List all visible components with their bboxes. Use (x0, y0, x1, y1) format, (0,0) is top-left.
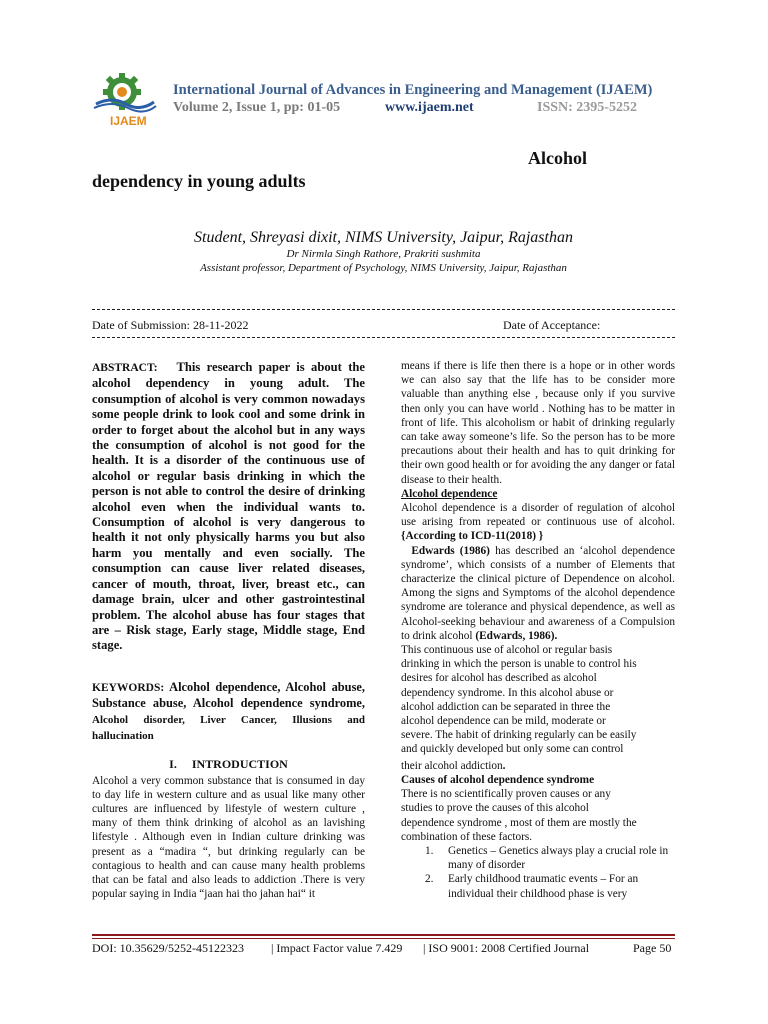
journal-url[interactable]: www.ijaem.net (385, 100, 474, 115)
continuous-line: This continuous use of alcohol or regular basis (401, 644, 613, 657)
alcohol-dependence-def (401, 501, 675, 544)
edwards-para (401, 544, 675, 643)
list-number: 2. (425, 873, 434, 886)
footer-iso: | ISO 9001: 2008 Certified Journal (423, 941, 590, 955)
dep-text: Alcohol dependence is a disorder of regulation of alcohol use arising from repeated or continuous use of alcohol. (401, 502, 675, 529)
continuous-use-para (401, 643, 675, 773)
paper-title-part2: dependency in young adults (92, 171, 306, 191)
date-of-acceptance: Date of Acceptance: (503, 318, 601, 332)
volume-info: Volume 2, Issue 1, pp: 01-05 (173, 100, 341, 115)
edwards-name: Edwards (1986) (411, 544, 490, 557)
list-text: Early childhood traumatic events – For an individual their childhood phase is very (448, 873, 639, 900)
causes-list (401, 844, 675, 901)
keywords (92, 680, 365, 745)
journal-logo (90, 70, 160, 128)
continuous-line: severe. The habit of drinking regularly can be easily (401, 729, 637, 742)
keywords-label: KEYWORDS: (92, 681, 165, 694)
author-main: Student, Shreyasi dixit, NIMS University, Jaipur, Rajasthan (194, 229, 573, 246)
footer-page-number: Page 50 (633, 941, 672, 955)
abstract (92, 360, 365, 654)
journal-meta (173, 100, 637, 116)
author-second: Dr Nirmla Singh Rathore, Prakriti sushmita (286, 248, 481, 260)
list-text: Genetics – Genetics always play a crucial role in many of disorder (448, 844, 669, 872)
causes-line: studies to prove the causes of this alcohol (401, 802, 589, 815)
continuous-line-last: their alcohol addiction. (401, 759, 506, 772)
introduction-heading: I. INTRODUCTION (169, 757, 288, 772)
continuous-line: drinking in which the person is unable to control his (401, 658, 637, 671)
logo-text: IJAEM (110, 114, 147, 128)
icd-citation: {According to ICD-11(2018) } (401, 530, 544, 543)
abstract-text: This research paper is about the alcohol dependency in young adult. The consumption of alcohol is very common nowadays some people drink to look cool and some drink in order to forget about the alcohol but in any ways the consumption of alcohol is not good for the health. It is a disorder of the continuous use of alcohol or regular basis drinking in which the person is not able to control the desire of drinking alcohol even when the individual wants to. Consumption of alcohol is very dangerous to health it not only physically harms you but also harm you mentally and even socially. The consumption can cause liver related diseases, cancer of mouth, throat, liver, breast etc., can damage brain, ulcer and other gastrointestinal problem. The alcohol abuse has four stages that are – Risk stage, Early stage, Middle stage, End stage. (92, 360, 366, 653)
causes-line: There is no scientifically proven causes or any (401, 788, 611, 801)
abstract-label: ABSTRACT: (92, 362, 158, 374)
causes-heading: Causes of alcohol dependence syndrome (401, 773, 595, 786)
list-item (401, 844, 675, 872)
alcohol-dependence-heading: Alcohol dependence (401, 487, 498, 500)
edwards-citation: (Edwards, 1986). (475, 629, 558, 642)
author-affiliation: Assistant professor, Department of Psychology, NIMS University, Jaipur, Rajasthan (200, 262, 567, 274)
introduction-text: Alcohol a very common substance that is consumed in day to day life in western culture and as usual like many other cultures are influenced by lifestyle of western culture , many of them think drinking of alcohol as an lavishing lifestyle . Although even in Indian culture drinking was present as a “madira “, but drinking regularly can be contagious to health and can cause many health problems that can be fatal and also leads to addiction .There is very popular saying in India “jaan hai tho jahan hai“ it (92, 774, 365, 901)
keywords-main: Alcohol dependence, Alcohol abuse, Substance abuse, Alcohol dependence syndrome, (92, 679, 365, 711)
continuous-line: alcohol addiction can be separated in three the (401, 700, 611, 713)
right-para-1: means if there is life then there is a hope or in other words we can also say that the life has to be consider more valuable than anything else , because only if you survive then only you can have world . Nothing has to be matter in front of life. This alcoholism or habit of drinking regularly can take away someone’s life. So the person has to be more precautions about their health and has to quit drinking for their own good health or for avoiding the any danger or fatal disease to their health. (401, 360, 675, 486)
list-number: 1. (425, 844, 434, 857)
causes-line: dependence syndrome , most of them are mostly the (401, 816, 637, 829)
left-column (92, 360, 365, 901)
continuous-line: dependency syndrome. In this alcohol abuse or (401, 686, 614, 699)
footer-impact-factor: | Impact Factor value 7.429 (271, 941, 403, 955)
paper-title-part1: Alcohol (528, 148, 588, 168)
continuous-line: and quickly developed but only some can control (401, 743, 624, 756)
causes-para (401, 787, 675, 844)
continuous-line: desires for alcohol has described as alcohol (401, 672, 597, 685)
right-column (401, 359, 675, 901)
issn: ISSN: 2395-5252 (537, 100, 637, 115)
footer-doi[interactable]: DOI: 10.35629/5252-45122323 (92, 941, 244, 955)
keywords-small: Alcohol disorder, Liver Cancer, Illusions and hallucination (92, 713, 365, 742)
date-of-submission: Date of Submission: 28-11-2022 (92, 318, 249, 332)
list-item (401, 872, 675, 900)
continuous-line: alcohol dependence can be mild, moderate or (401, 715, 606, 728)
divider-top (92, 309, 675, 310)
edwards-text: has described an ‘alcohol dependence syndrome’, which consists of a number of Elements that characterize the clinical picture of Dependence on alcohol. Among the signs and Symptoms of the alcohol dependence syndrome are tolerance and physical dependence, as well as Alcohol-seeking behaviour and awareness of a Compulsion to drink alcohol (401, 544, 675, 642)
divider-bottom (92, 337, 675, 338)
causes-line: combination of these factors. (401, 830, 533, 843)
footer-rule-thick (92, 934, 675, 936)
footer-rule-thin (92, 938, 675, 939)
journal-title: International Journal of Advances in Engineering and Management (IJAEM) (173, 82, 653, 98)
